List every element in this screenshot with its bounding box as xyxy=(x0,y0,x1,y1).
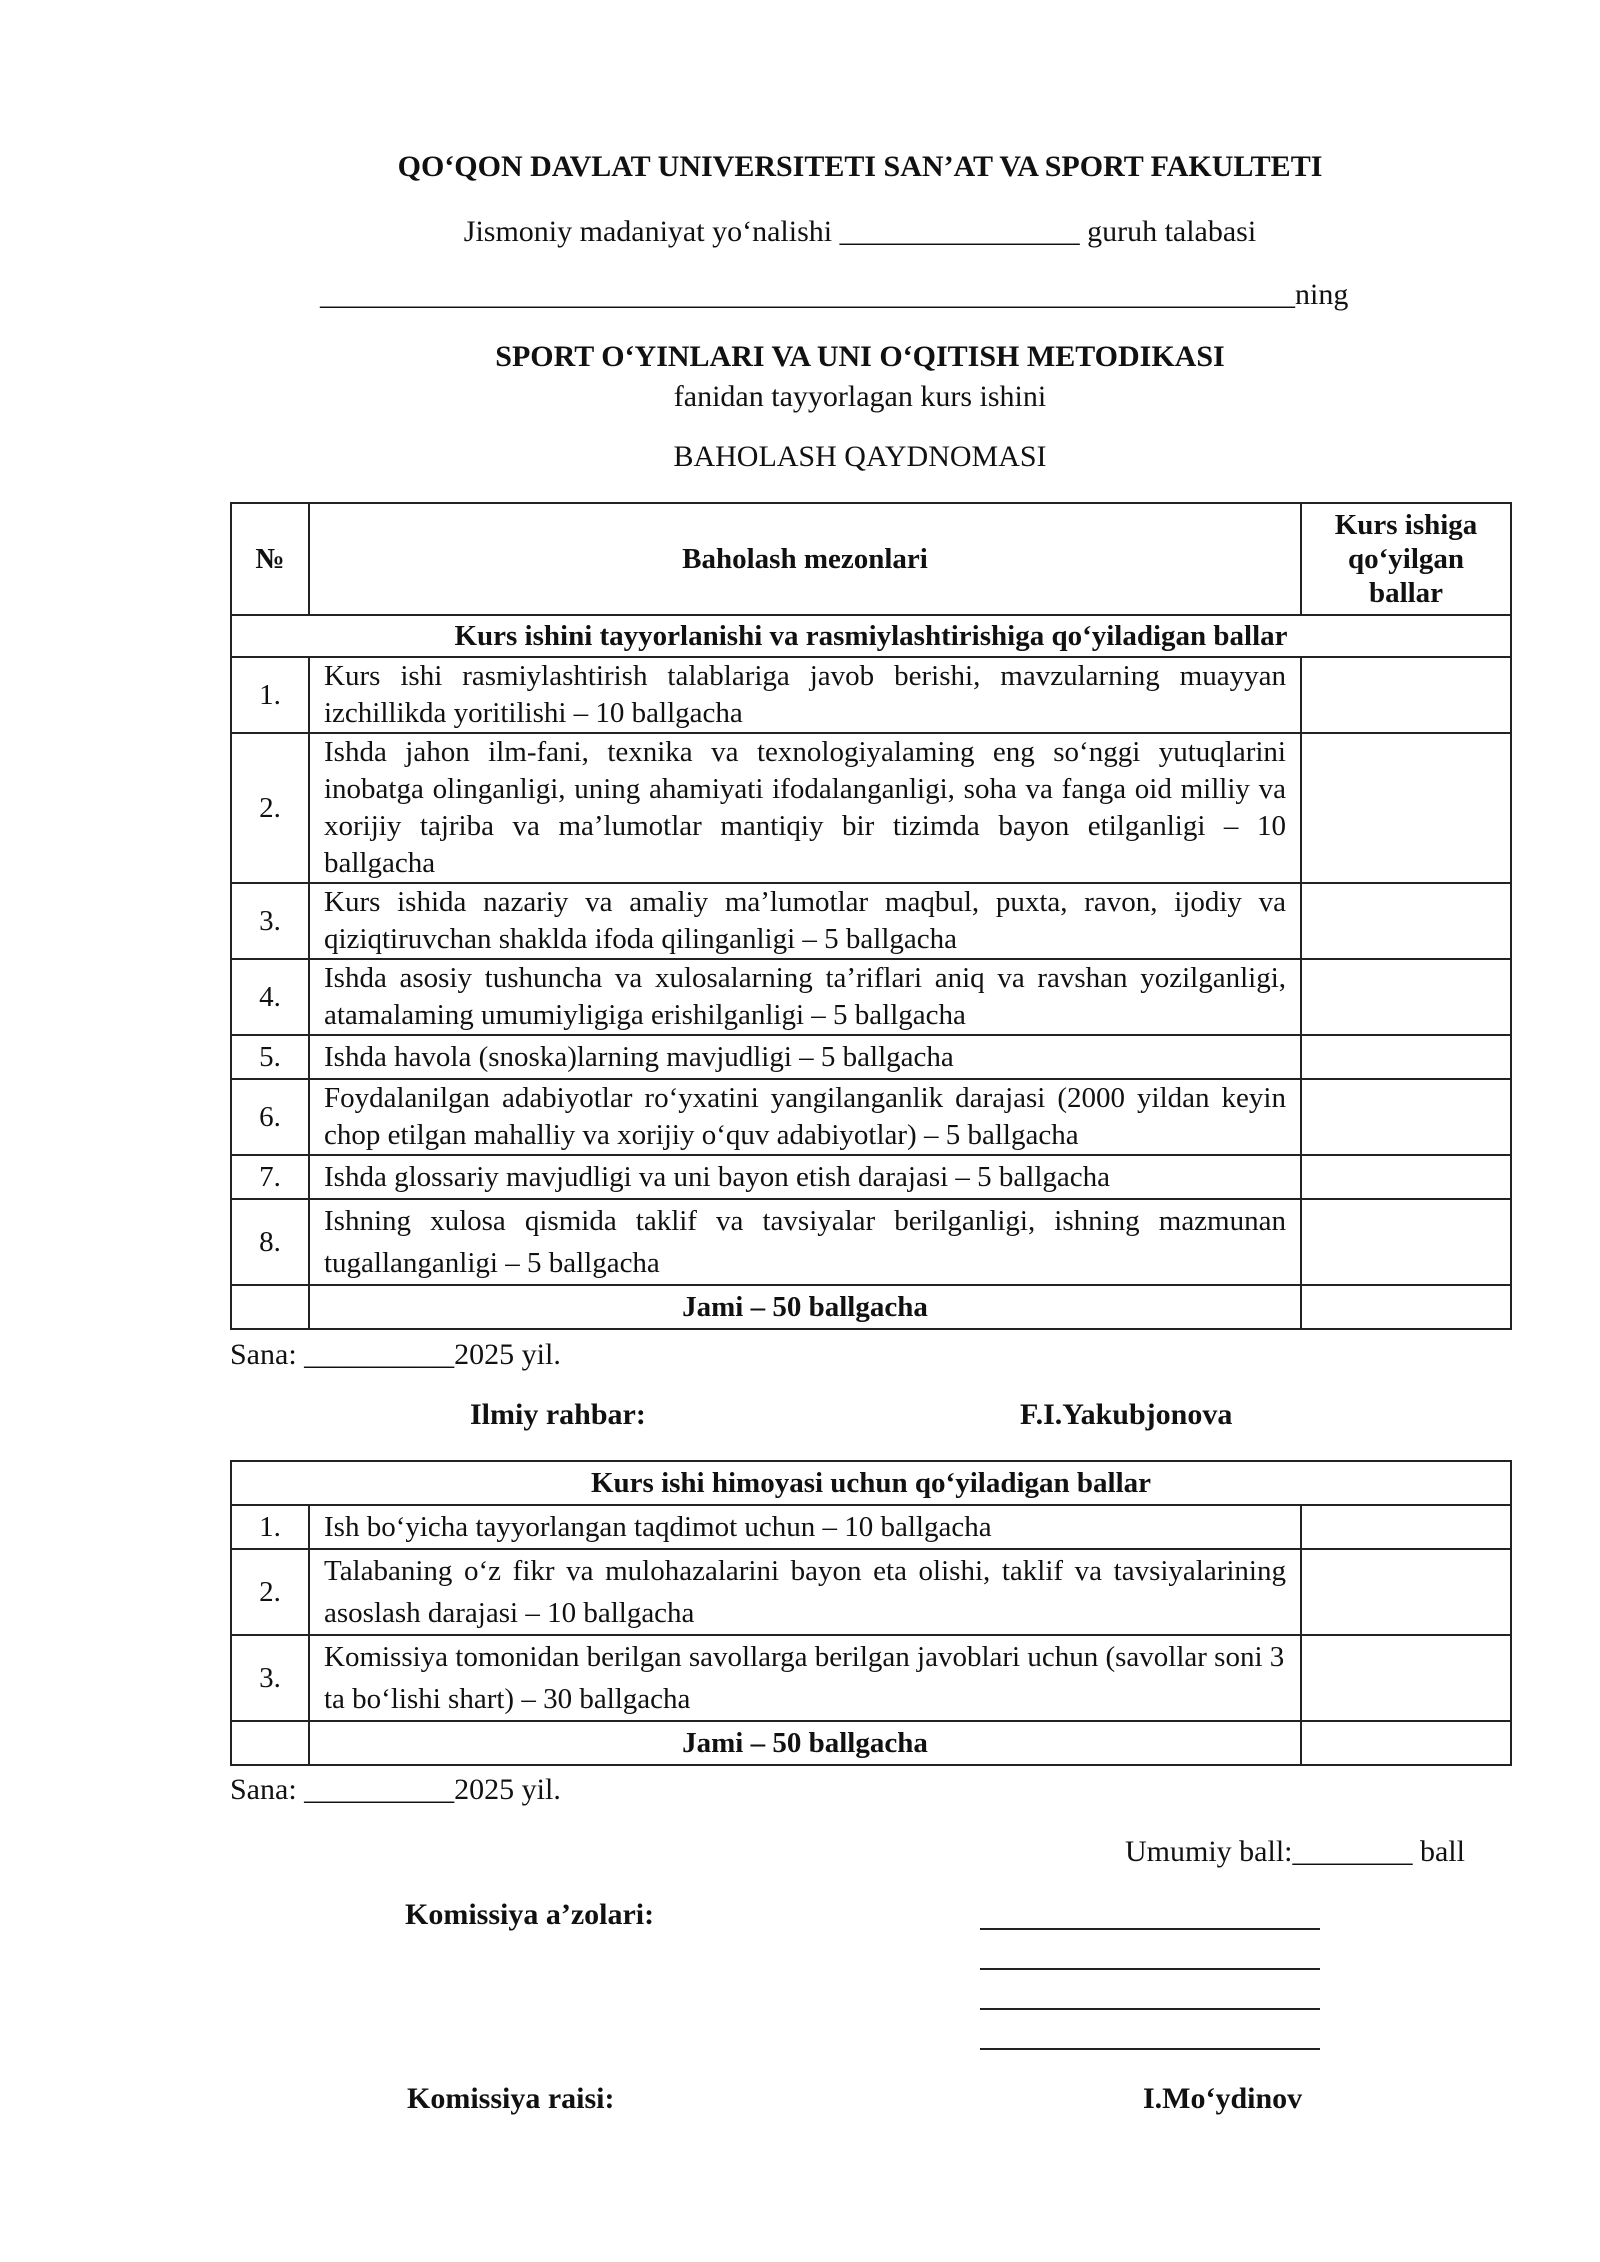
row-score-cell[interactable] xyxy=(1301,1035,1511,1079)
table-row xyxy=(231,1199,1511,1285)
row-criteria: Kurs ishi rasmiylashtirish talablariga javob berishi, mavzularning muayyan izchillikda yoritilishi – 10 ballgacha xyxy=(309,657,1301,733)
row-criteria: Ishda jahon ilm-fani, texnika va texnologiyalaming eng so‘nggi yutuqlarini inobatga olinganligi, uning ahamiyati ifodalanganligi, soha va fanga oid milliy va xorijiy tajriba va ma’lumotlar mantiqiy bir tizimda bayon etilganligi – 10 ballgacha xyxy=(309,733,1301,883)
table-row xyxy=(231,1635,1511,1721)
total-score-cell[interactable] xyxy=(1301,1721,1511,1765)
row-num: 6. xyxy=(231,1079,309,1155)
row-score-cell[interactable] xyxy=(1301,733,1511,883)
section-row xyxy=(231,615,1511,657)
row-num: 2. xyxy=(231,1549,309,1635)
row-score-cell[interactable] xyxy=(1301,883,1511,959)
row-criteria: Talabaning o‘z fikr va mulohazalarini bayon eta olishi, taklif va tavsiyalarining asoslash darajasi – 10 ballgacha xyxy=(309,1549,1301,1635)
commission-chair-label: Komissiya raisi: xyxy=(407,2082,615,2115)
student-name-line: _________________________________________________________________ning xyxy=(320,278,1349,311)
table-row xyxy=(231,733,1511,883)
assessment-table xyxy=(230,502,1512,1330)
total-score-line: Umumiy ball:________ ball xyxy=(1125,1835,1465,1868)
signature-line[interactable] xyxy=(980,2048,1320,2050)
table-row xyxy=(231,657,1511,733)
total-num-cell xyxy=(231,1721,309,1765)
row-score-cell[interactable] xyxy=(1301,1635,1511,1721)
subject-title: SPORT O‘YINLARI VA UNI O‘QITISH METODIKASI xyxy=(495,340,1225,373)
date-line-2: Sana: __________2025 yil. xyxy=(230,1773,561,1806)
table-header-row xyxy=(231,503,1511,615)
row-criteria: Ishda glossariy mavjudligi va uni bayon etish darajasi – 5 ballgacha xyxy=(309,1155,1301,1199)
table-row xyxy=(231,1549,1511,1635)
advisor-name: F.I.Yakubjonova xyxy=(1020,1398,1233,1431)
header-ball: Kurs ishiga qo‘yilgan ballar xyxy=(1301,503,1511,615)
total-row xyxy=(231,1285,1511,1329)
row-criteria: Komissiya tomonidan berilgan savollarga berilgan javoblari uchun (savollar soni 3 ta bo‘lishi shart) – 30 ballgacha xyxy=(309,1635,1301,1721)
row-num: 5. xyxy=(231,1035,309,1079)
header-num: № xyxy=(231,503,309,615)
sheet-title: BAHOLASH QAYDNOMASI xyxy=(673,440,1047,473)
section-row xyxy=(231,1461,1511,1505)
table-row xyxy=(231,1155,1511,1199)
row-score-cell[interactable] xyxy=(1301,1549,1511,1635)
row-criteria: Foydalanilgan adabiyotlar ro‘yxatini yangilanganlik darajasi (2000 yildan keyin chop etilgan mahalliy va xorijiy o‘quv adabiyotlar) – 5 ballgacha xyxy=(309,1079,1301,1155)
row-criteria: Kurs ishida nazariy va amaliy ma’lumotlar maqbul, puxta, ravon, ijodiy va qiziqtiruvchan shaklda ifoda qilinganligi – 5 ballgacha xyxy=(309,883,1301,959)
total-label: Jami – 50 ballgacha xyxy=(309,1721,1301,1765)
row-num: 2. xyxy=(231,733,309,883)
university-title: QO‘QON DAVLAT UNIVERSITETI SAN’AT VA SPORT FAKULTETI xyxy=(397,150,1323,183)
advisor-label: Ilmiy rahbar: xyxy=(470,1398,646,1431)
row-score-cell[interactable] xyxy=(1301,1505,1511,1549)
header-criteria: Baholash mezonlari xyxy=(309,503,1301,615)
signature-line[interactable] xyxy=(980,2008,1320,2010)
row-score-cell[interactable] xyxy=(1301,959,1511,1035)
group-line: Jismoniy madaniyat yo‘nalishi ________________ guruh talabasi xyxy=(463,215,1257,248)
row-num: 8. xyxy=(231,1199,309,1285)
section-title: Kurs ishi himoyasi uchun qo‘yiladigan ballar xyxy=(231,1461,1511,1505)
total-score-cell[interactable] xyxy=(1301,1285,1511,1329)
commission-members-label: Komissiya a’zolari: xyxy=(405,1898,655,1931)
table-row xyxy=(231,1505,1511,1549)
row-criteria: Ishning xulosa qismida taklif va tavsiyalar berilganligi, ishning mazmunan tugallanganligi – 5 ballgacha xyxy=(309,1199,1301,1285)
row-num: 4. xyxy=(231,959,309,1035)
row-num: 1. xyxy=(231,657,309,733)
total-num-cell xyxy=(231,1285,309,1329)
row-num: 1. xyxy=(231,1505,309,1549)
row-num: 3. xyxy=(231,1635,309,1721)
row-criteria: Ishda havola (snoska)larning mavjudligi – 5 ballgacha xyxy=(309,1035,1301,1079)
row-num: 3. xyxy=(231,883,309,959)
total-label: Jami – 50 ballgacha xyxy=(309,1285,1301,1329)
row-criteria: Ish bo‘yicha tayyorlangan taqdimot uchun – 10 ballgacha xyxy=(309,1505,1301,1549)
commission-chair-name: I.Mo‘ydinov xyxy=(1143,2082,1303,2115)
table-row xyxy=(231,1079,1511,1155)
signature-line[interactable] xyxy=(980,1968,1320,1970)
table-row xyxy=(231,883,1511,959)
row-num: 7. xyxy=(231,1155,309,1199)
table-row xyxy=(231,1035,1511,1079)
section-title: Kurs ishini tayyorlanishi va rasmiylashtirishiga qo‘yiladigan ballar xyxy=(231,615,1511,657)
total-row xyxy=(231,1721,1511,1765)
defense-table xyxy=(230,1460,1512,1766)
subject-subtitle: fanidan tayyorlagan kurs ishini xyxy=(673,380,1047,413)
row-score-cell[interactable] xyxy=(1301,1155,1511,1199)
signature-line[interactable] xyxy=(980,1928,1320,1930)
table-row xyxy=(231,959,1511,1035)
row-score-cell[interactable] xyxy=(1301,1199,1511,1285)
row-criteria: Ishda asosiy tushuncha va xulosalarning ta’riflari aniq va ravshan yozilganligi, atamalaming umumiyligiga erishilganligi – 5 ballgacha xyxy=(309,959,1301,1035)
row-score-cell[interactable] xyxy=(1301,657,1511,733)
row-score-cell[interactable] xyxy=(1301,1079,1511,1155)
date-line-1: Sana: __________2025 yil. xyxy=(230,1338,561,1371)
